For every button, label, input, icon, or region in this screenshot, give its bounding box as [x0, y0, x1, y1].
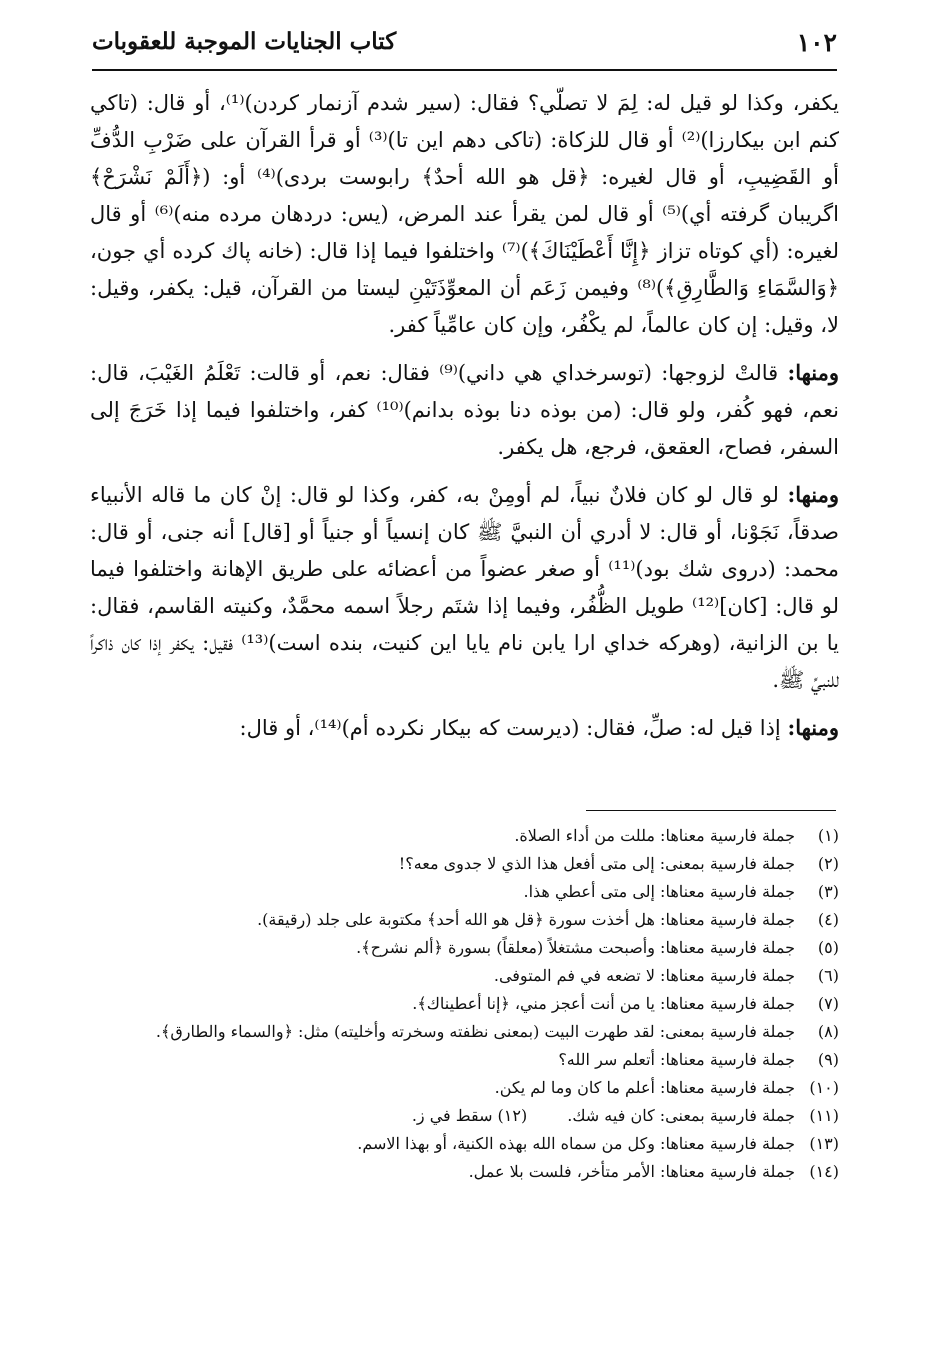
footnote-text: جملة فارسية معناها: أعلم ما كان وما لم يكن. [494, 1078, 795, 1097]
footnote-text: جملة فارسية معناها: أتعلم سر الله؟ [558, 1050, 795, 1069]
footnote [90, 906, 839, 934]
footnote-text: جملة فارسية معناها: وكل من سماه الله بهذه الكنية، أو بهذا الاسم. [357, 1134, 795, 1153]
footnote [90, 934, 839, 962]
footnote-number: (٦) [817, 966, 839, 985]
footnote-text: جملة فارسية معناها: الأمر متأخر، فلست بلا عمل. [468, 1162, 795, 1181]
footnote-divider [586, 810, 836, 811]
footnote-number: (٩) [817, 1050, 839, 1069]
footnote-text: جملة فارسية معناها: يا من أنت أعجز مني، ﴿إنا أعطيناك﴾. [412, 994, 795, 1013]
paragraph-lead: ومنها: [787, 482, 839, 507]
footnote [90, 878, 839, 906]
footnote-text: جملة فارسية معناها: هل أخذت سورة ﴿قل هو الله أحد﴾ مكتوبة على جلد (رقيقة). [257, 910, 795, 929]
footnote [90, 850, 839, 878]
footnote-number: (٥) [817, 938, 839, 957]
footnote-text [90, 1102, 795, 1130]
footnote [90, 1130, 839, 1158]
footnote-inline-extra: (١٢) سقط في ز. [411, 1106, 528, 1125]
footnote-text: جملة فارسية بمعنى: لقد طهرت البيت (بمعنى نظفته وسخرته وأخليته) مثل: ﴿والسماء والطارق﴾. [155, 1022, 795, 1041]
footnote-number: (١) [817, 826, 839, 845]
paragraph [90, 84, 839, 344]
footnote [90, 1018, 839, 1046]
footnote [90, 1074, 839, 1102]
footnote-text: جملة فارسية معناها: مللت من أداء الصلاة. [514, 826, 795, 845]
footnote [90, 1046, 839, 1074]
running-title: كتاب الجنايات الموجبة للعقوبات [92, 28, 397, 55]
paragraph [90, 476, 839, 699]
footnote-number: (١٣) [809, 1134, 839, 1153]
paragraph [90, 354, 839, 466]
footnote-text: جملة فارسية معناها: لا تضعه في فم المتوفى. [493, 966, 795, 985]
footnote [90, 990, 839, 1018]
page-number: ١٠٢ [796, 28, 837, 57]
paragraph [90, 709, 839, 747]
footnote-number: (١٠) [809, 1078, 839, 1097]
paragraph-lead: ومنها: [787, 715, 839, 740]
footnote-number: (٣) [817, 882, 839, 901]
main-text [90, 84, 839, 757]
paragraph-text: قالتْ لزوجها: (توسرخداي هي داني)⁽⁹⁾ فقال: نعم، أو قالت: تَعْلَمُ الغَيْبَ، قال: نعم، فهو كُفر، ولو قال: (من بوذه دنا بوذه بدانم)⁽¹⁰⁾ كفر، واختلفوا فيما إذا خَرَجَ إلى السفر، فصاح، العقعق، فرجع، هل يكفر. [90, 361, 840, 459]
footnotes [90, 822, 839, 1186]
footnote-text-main: جملة فارسية بمعنى: كان فيه شك. [567, 1106, 795, 1125]
paragraph-text: لو قال لو كان فلانٌ نبياً، لم أومِنْ به، كفر، وكذا لو قال: إنْ كان ما قاله الأنبياء صدقاً، نَجَوْنا، أو قال: لا أدري أن النبيَّ ﷺ كان إنسياً أو جنياً أو [قال] أنه جنى، أو قال: محمد: (دروى شك بود)⁽¹¹⁾ أو صغر عضواً من أعضائه على طريق الإهانة واختلفوا فيما لو قال: [كان]⁽¹²⁾ طويل الظُّفُر، وفيما إذا شتَم رجلاً اسمه محمَّدٌ، وكنيته القاسم، فقال: يا بن الزانية، (وهركه خداي ارا يابن نام يايا اين كنيت، بنده است)⁽¹³⁾ فقيل: يكفر إذا كان ذاكراً للنبيِّ ﷺ. [90, 483, 839, 692]
footnote [90, 1158, 839, 1186]
paragraph-text: إذا قيل له: صلِّ، فقال: (ديرست كه بيكار نكرده أم)⁽¹⁴⁾، أو قال: [239, 716, 788, 740]
footnote [90, 1102, 839, 1130]
page-header [92, 22, 837, 62]
footnote [90, 822, 839, 850]
footnote-text: جملة فارسية بمعنى: إلى متى أفعل هذا الذي لا جدوى معه؟! [398, 854, 795, 873]
footnote-text: جملة فارسية معناها: إلى متى أعطي هذا. [523, 882, 795, 901]
footnote-number: (٢) [817, 854, 839, 873]
header-divider [92, 69, 837, 71]
footnote-number: (١١) [809, 1106, 839, 1125]
footnote-number: (١٤) [809, 1162, 839, 1181]
footnote-text: جملة فارسية معناها: وأصبحت مشتغلاً (معلقاً) بسورة ﴿ألم نشرح﴾. [356, 938, 795, 957]
paragraph-text: يكفر، وكذا لو قيل له: لِمَ لا تصلّي؟ فقال: (سير شدم آزنمار كردن)⁽¹⁾، أو قال: (تاكي كنم ابن بيكارزا)⁽²⁾ أو قال للزكاة: (تاكى دهم اين تا)⁽³⁾ أو قرأ القرآن على ضَرْبِ الدُّفِّ أو القَضِيبِ، أو قال لغيره: ﴿قل هو الله أحدٌ﴾ رابوست بردى)⁽⁴⁾ أو: (﴿أَلَمْ نَشْرَحْ﴾ اگريبان گرفته أي)⁽⁵⁾ أو قال لمن يقرأ عند المرض، (يس: دردهان مرده منه)⁽⁶⁾ أو قال لغيره: (أي كوتاه تزاز ﴿إِنَّا أَعْطَيْنَاكَ﴾)⁽⁷⁾ واختلفوا فيما إذا قال: (خانه پاك كرده أي جون، ﴿وَالسَّمَاءِ وَالطَّارِقِ﴾)⁽⁸⁾ وفيمن زَعَم أن المعوِّذَتَيْنِ ليستا من القرآن، قيل: يكفر، وقيل: لا، وقيل: إن كان عالماً، لم يكْفُر، وإن كان عامِّياً كفر. [90, 91, 840, 337]
footnote-number: (٧) [817, 994, 839, 1013]
footnote [90, 962, 839, 990]
footnote-number: (٨) [817, 1022, 839, 1041]
paragraph-lead: ومنها: [787, 360, 839, 385]
footnote-number: (٤) [817, 910, 839, 929]
